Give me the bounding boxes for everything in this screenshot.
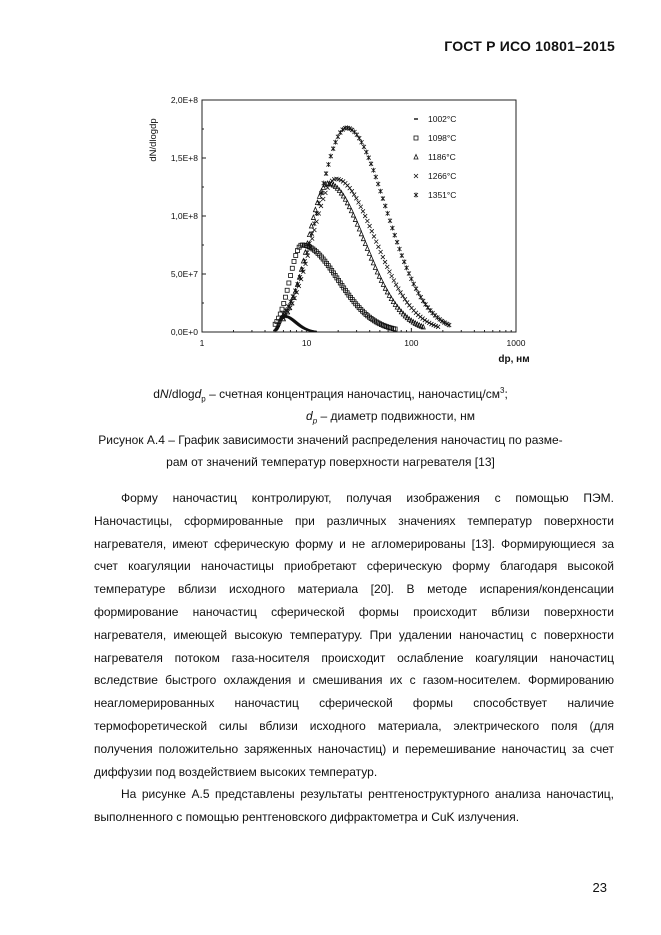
point-marker (287, 281, 291, 285)
point-marker (414, 155, 418, 160)
point-marker (381, 196, 385, 201)
point-marker (433, 313, 437, 318)
plot-frame (202, 100, 516, 332)
point-marker (352, 193, 356, 197)
point-marker (414, 136, 418, 140)
point-marker (341, 127, 345, 132)
point-marker (311, 215, 315, 220)
point-marker (374, 240, 378, 244)
point-marker (388, 218, 392, 223)
point-marker (376, 182, 380, 187)
y-tick-label: 1,5E+8 (170, 153, 198, 163)
point-marker (343, 126, 347, 131)
point-marker (416, 291, 420, 296)
point-marker (390, 226, 394, 231)
point-marker (396, 287, 400, 291)
figure-title-line-1: Рисунок А.4 – График зависимости значений распределения наночастиц по разме- (98, 433, 563, 447)
point-marker (379, 250, 383, 254)
point-marker (390, 274, 394, 278)
point-marker (361, 236, 365, 241)
point-marker (385, 265, 389, 269)
point-marker (374, 175, 378, 180)
point-marker (329, 154, 333, 159)
point-marker (336, 134, 340, 139)
point-marker (357, 136, 361, 141)
point-marker (359, 231, 363, 236)
point-marker (280, 307, 284, 311)
legend-label: 1098°C (428, 133, 457, 143)
point-marker (351, 213, 355, 218)
point-marker (367, 155, 371, 160)
x-axis-label: dp, нм (498, 354, 530, 365)
point-marker (402, 259, 406, 264)
point-marker (365, 219, 369, 223)
point-marker (412, 281, 416, 286)
point-marker (312, 221, 316, 226)
point-marker (370, 229, 374, 233)
point-marker (414, 193, 418, 198)
point-marker (435, 315, 439, 320)
point-marker (364, 150, 368, 155)
point-marker (397, 246, 401, 251)
page-number: 23 (592, 880, 607, 895)
x-tick-label: 100 (404, 338, 419, 348)
figure-title-line-2: рам от значений температур поверхности нагревателя [13] (166, 455, 495, 469)
point-marker (381, 255, 385, 259)
point-marker (357, 226, 361, 231)
point-marker (405, 265, 409, 270)
paragraph-shape-control: Форму наночастиц контролируют, получая изображения с помощью ПЭМ. Наночастицы, сформированные при различных значениях температур поверхности нагревателя, имеют сферическую форму и не агломерированы [13]. Формирующиеся за счет коагуляции наночастицы приобретают сферическую форму благодаря высокой температуре вблизи исходного материала [20]. В методе испарения/конденсации формирование наночастиц сферической формы происходит вблизи поверхности нагревателя, имеющей высокую температуру. При удалении наночастиц с поверхности нагревателя потоком газа-носителя происходит ослабление коагуляции наночастиц вследствие быстрого охлаждения и смешивания их с газом-носителем. Формированию неагломерированных наночастиц сферической формы способствует наличие термофоретической силы вблизи исходного материала, электрического поля (для получения положительно заряженных наночастиц) и перемешивание наночастиц за счет диффузии под воздействием высоких температур. (94, 491, 614, 779)
point-marker (423, 318, 427, 322)
point-marker (317, 201, 321, 206)
point-marker (303, 259, 307, 264)
point-marker (400, 253, 404, 258)
point-marker (365, 246, 369, 251)
point-marker (289, 274, 293, 278)
legend-description-diameter: $d_p$ – диаметр подвижности, нм (306, 409, 475, 426)
point-marker (294, 253, 298, 257)
point-marker (383, 260, 387, 264)
point-marker (379, 189, 383, 194)
y-tick-label: 5,0E+7 (170, 269, 198, 279)
particle-size-distribution-chart (140, 82, 540, 372)
point-marker (290, 266, 294, 270)
point-marker (334, 140, 338, 145)
point-marker (323, 191, 327, 195)
legend-label: 1002°C (428, 114, 457, 124)
body-text (94, 487, 614, 829)
y-axis-label: dN/dlogdp (148, 118, 159, 162)
point-marker (353, 217, 357, 222)
point-marker (438, 317, 442, 322)
point-marker (362, 144, 366, 149)
series-0 (273, 316, 317, 332)
x-tick-label: 10 (301, 338, 312, 348)
point-marker (367, 251, 371, 256)
point-marker (409, 276, 413, 281)
standard-header: ГОСТ Р ИСО 10801–2015 (444, 38, 615, 54)
x-tick-label: 1000 (506, 338, 526, 348)
point-marker (283, 295, 287, 299)
point-marker (419, 295, 423, 300)
point-marker (312, 228, 316, 232)
point-marker (361, 209, 365, 213)
point-marker (386, 211, 390, 216)
point-marker (421, 317, 425, 321)
point-marker (394, 283, 398, 287)
point-marker (309, 223, 313, 228)
point-marker (369, 256, 373, 261)
x-tick-label: 1 (199, 338, 205, 348)
legend-label: 1186°C (428, 152, 456, 162)
point-marker (354, 196, 358, 200)
point-marker (377, 274, 381, 279)
point-marker (305, 250, 309, 255)
point-marker (363, 241, 367, 246)
y-tick-label: 0,0E+0 (170, 327, 198, 337)
legend-description-concentration: dN/dlogd$_p$ – счетная концентрация наночастиц, наночастиц/$см^3$; (153, 386, 508, 404)
point-marker (375, 269, 379, 274)
point-marker (292, 259, 296, 263)
point-marker (324, 171, 328, 176)
point-marker (376, 245, 380, 249)
point-marker (310, 237, 314, 241)
point-marker (369, 161, 373, 166)
point-marker (315, 211, 319, 216)
point-marker (355, 222, 359, 227)
point-marker (401, 294, 405, 298)
paragraph-xrd-reference: На рисунке А.5 представлены результаты рентгеноструктурного анализа наночастиц, выполненного с помощью рентгеновского дифрактометра и CuK излучения. (94, 787, 614, 825)
point-marker (399, 290, 403, 294)
point-marker (326, 162, 330, 167)
point-marker (343, 197, 347, 202)
point-marker (321, 197, 325, 201)
point-marker (407, 271, 411, 276)
point-marker (383, 203, 387, 208)
point-marker (300, 267, 304, 272)
point-marker (392, 279, 396, 283)
chart-legend (414, 114, 456, 200)
point-marker (282, 302, 286, 306)
point-marker (371, 260, 375, 265)
point-marker (373, 265, 377, 270)
point-marker (368, 224, 372, 228)
point-marker (359, 205, 363, 209)
point-marker (363, 214, 367, 218)
series-2 (281, 181, 425, 329)
point-marker (360, 140, 364, 145)
y-tick-label: 2,0E+8 (170, 95, 198, 105)
point-marker (331, 146, 335, 151)
point-marker (319, 204, 323, 208)
legend-label: 1266°C (428, 171, 457, 181)
y-tick-label: 1,0E+8 (170, 211, 198, 221)
legend-label: 1351°C (428, 190, 457, 200)
chart-marks (273, 125, 451, 331)
point-marker (293, 288, 297, 293)
point-marker (357, 200, 361, 204)
point-marker (414, 286, 418, 291)
point-marker (371, 168, 375, 173)
point-marker (387, 270, 391, 274)
point-marker (421, 298, 425, 303)
point-marker (355, 132, 359, 137)
point-marker (414, 174, 418, 178)
series-4 (281, 125, 451, 327)
point-marker (393, 233, 397, 238)
point-marker (372, 234, 376, 238)
point-marker (395, 240, 399, 245)
point-marker (285, 288, 289, 292)
